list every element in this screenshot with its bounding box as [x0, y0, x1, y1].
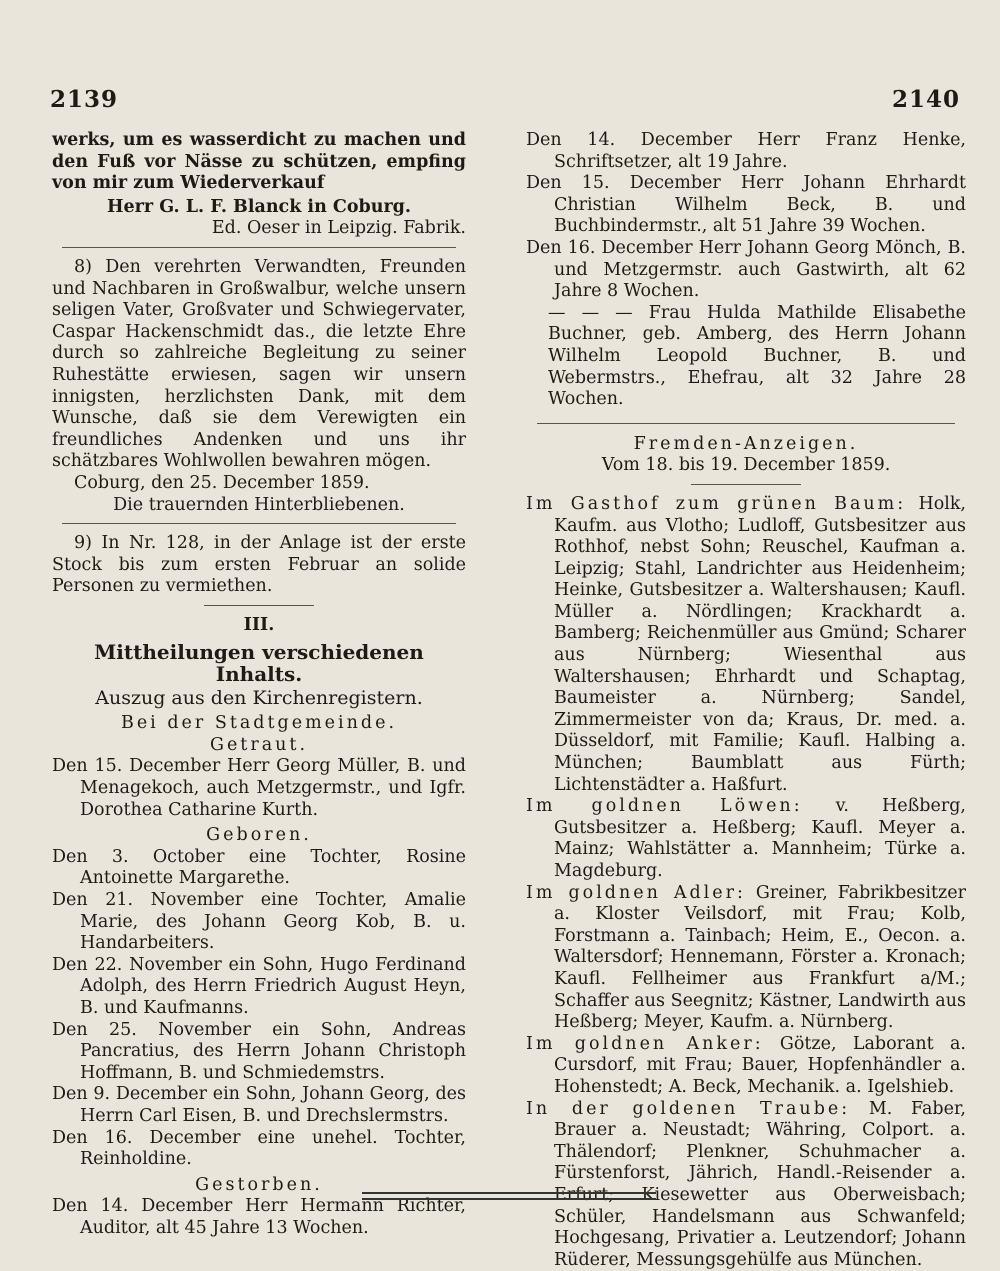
- list-item: Den 22. November ein Sohn, Hugo Ferdinand Adolph, des Herrn Friedrich August Heyn, B. und Kaufmanns.: [52, 954, 466, 1018]
- list-item: Den 9. December ein Sohn, Johann Georg, des Herrn Carl Eisen, B. und Drechslermstrs.: [52, 1084, 466, 1126]
- divider: [62, 523, 455, 524]
- section-number: III.: [243, 614, 275, 635]
- right-column: [526, 130, 966, 1271]
- section-subtitle: Auszug aus den Kirchenregistern.: [95, 686, 423, 709]
- divider: [691, 484, 801, 485]
- hotel-list: [526, 494, 966, 1271]
- list-item: — — — Frau Hulda Mathilde Elisabethe Buchner, geb. Amberg, des Herrn Johann Wilhelm Leopold Buchner, B. und Webermstrs., Ehefrau, alt 32 Jahre 28 Wochen.: [548, 302, 966, 410]
- list-item: Den 16. December Herr Johann Georg Mönch, B. und Metzgermstr. auch Gastwirth, alt 62 Jahre 8 Wochen.: [526, 237, 966, 302]
- married-heading: Getraut.: [209, 734, 309, 755]
- hotel-guests: M. Faber, Brauer a. Neustadt; Währing, Colport. a. Thälendorf; Plenkner, Schuhmacher a. Fürstenforst, Jährich, Handl.-Reisender a. Erfurt; Kiesewetter aus Oberweisbach; Schüler, Handelsmann aus Schwanfeld; Hochgesang, Privatier a. Leutzendorf; Johann Rüderer, Messungsgehülfe aus München.: [554, 1098, 966, 1270]
- born-list: [52, 847, 466, 1171]
- hotel-guests: Greiner, Fabrikbesitzer a. Kloster Veilsdorf, mit Frau; Kolb, Forstmann a. Tainbach; Heim, E., Oecon. a. Waltersdorf; Hennemann, Förster a. Kronach; Kaufl. Fellheimer aus Frankfurt a/M.; Schaffer aus Seegnitz; Kästner, Landwirth aus Heßberg; Meyer, Kaufm. a. Nürnberg.: [554, 882, 966, 1033]
- list-item: Den 15. December Herr Georg Müller, B. und Menagekoch, auch Metzgermstr., und Igfr. Dorothea Catharine Kurth.: [52, 756, 466, 820]
- parish-heading: Bei der Stadtgemeinde.: [120, 713, 398, 734]
- list-item: Den 3. October eine Tochter, Rosine Antoinette Margarethe.: [52, 846, 466, 889]
- died-list-left: [52, 1196, 466, 1239]
- signer: Herr G. L. F. Blanck in Coburg.: [107, 196, 411, 217]
- divider: [204, 605, 314, 606]
- born-heading: Geboren.: [206, 825, 312, 846]
- hotel-guests: v. Heßberg, Gutsbesitzer a. Heßberg; Kaufl. Meyer a. Mainz; Wahlstätter a. Mannheim; Türke a. Magdeburg.: [554, 796, 966, 881]
- died-heading: Gestorben.: [195, 1174, 323, 1195]
- notice-8-signature: Die trauernden Hinterbliebenen.: [113, 494, 405, 515]
- firm-name: Ed. Oeser in Leipzig. Fabrik.: [211, 218, 466, 239]
- list-item: Den 16. December eine unehel. Tochter, Reinholdine.: [52, 1127, 466, 1170]
- divider: [537, 423, 955, 424]
- hotel-entry: [526, 494, 966, 796]
- list-item: Den 15. December Herr Johann Ehrhardt Christian Wilhelm Beck, B. und Buchbindermstr., alt 51 Jahre 39 Wochen.: [526, 173, 966, 237]
- list-item: Den 14. December Herr Franz Henke, Schriftsetzer, alt 19 Jahre.: [526, 130, 966, 172]
- hotel-name: Im goldnen Löwen:: [526, 796, 803, 817]
- notice-9: 9) In Nr. 128, in der Anlage ist der erste Stock bis zum ersten Februar an solide Personen zu vermiethen.: [52, 533, 466, 597]
- bottom-double-rule: [362, 1192, 656, 1200]
- page-number-left: 2139: [50, 86, 119, 113]
- hotel-guests: Holk, Kaufm. aus Vlotho; Ludloff, Gutsbesitzer aus Rothhof, nebst Sohn; Reuschel, Kaufman a. Leipzig; Stahl, Landrichter aus Heidenheim; Heinke, Gutsbesitzer a. Waltershausen; Kaufl. Müller a. Nördlingen; Krackhardt a. Bamberg; Reichenmüller aus Gmünd; Scharer aus Nürnberg; Wiesenthal aus Waltershausen; Ehrhardt und Schaptag, Baumeister a. Nürnberg; Sandel, Zimmermeister von da; Kraus, Dr. med. a. Düsseldorf, mit Familie; Kaufl. Halbing a. München; Baumblatt aus Fürth; Lichtenstädter a. Haßfurt.: [554, 493, 966, 795]
- died-list-right: [526, 130, 966, 411]
- hotel-name: Im goldnen Adler:: [526, 882, 746, 903]
- notice-8: 8) Den verehrten Verwandten, Freunden und Nachbaren in Großwalbur, welche unsern seligen Vater, Großvater und Schwiegervater, Caspar Hackenschmidt das., die letzte Ehre durch so zahlreiche Begleitung zu seiner Ruhestätte erwiesen, sagen wir unsern innigsten, herzlichsten Dank, mit dem Wunsche, daß sie dem Verewigten ein freundliches Andenken und uns ihr schätzbares Wohlwollen bewahren mögen.: [52, 256, 466, 472]
- page-number-right: 2140: [891, 86, 960, 113]
- hotel-entry: [526, 796, 966, 882]
- visitors-dates: Vom 18. bis 19. December 1859.: [601, 455, 891, 476]
- hotel-entry: [526, 1034, 966, 1099]
- hotel-name: Im goldnen Anker:: [526, 1033, 764, 1054]
- hotel-name: Im Gasthof zum grünen Baum:: [526, 493, 907, 514]
- hotel-entry: [526, 1099, 966, 1271]
- list-item: Den 21. November eine Tochter, Amalie Marie, des Johann Georg Kob, B. u. Handarbeiters.: [52, 890, 466, 954]
- hotel-guests: Götze, Laborant a. Cursdorf, mit Frau; Bauer, Hopfenhändler a. Hohenstedt; A. Beck, Mechanik. a. Igelshieb.: [554, 1033, 966, 1097]
- hotel-entry: [526, 883, 966, 1034]
- list-item: Den 14. December Herr Hermann Richter, Auditor, alt 45 Jahre 13 Wochen.: [52, 1196, 466, 1238]
- dateline: Coburg, den 25. December 1859.: [74, 472, 370, 493]
- married-list: [52, 756, 466, 821]
- visitors-title: Fremden-Anzeigen.: [633, 433, 859, 454]
- intro-text: werks, um es wasserdicht zu machen und den Fuß vor Nässe zu schützen, empfing von mir zum Wiederverkauf: [52, 130, 466, 194]
- left-column: [52, 130, 466, 1240]
- divider: [62, 247, 455, 248]
- hotel-name: In der goldenen Traube:: [526, 1098, 851, 1119]
- section-title: Mittheilungen verschiedenen Inhalts.: [94, 640, 424, 687]
- list-item: Den 25. November ein Sohn, Andreas Pancratius, des Herrn Johann Christoph Hoffmann, B. und Schmiedemstrs.: [52, 1019, 466, 1083]
